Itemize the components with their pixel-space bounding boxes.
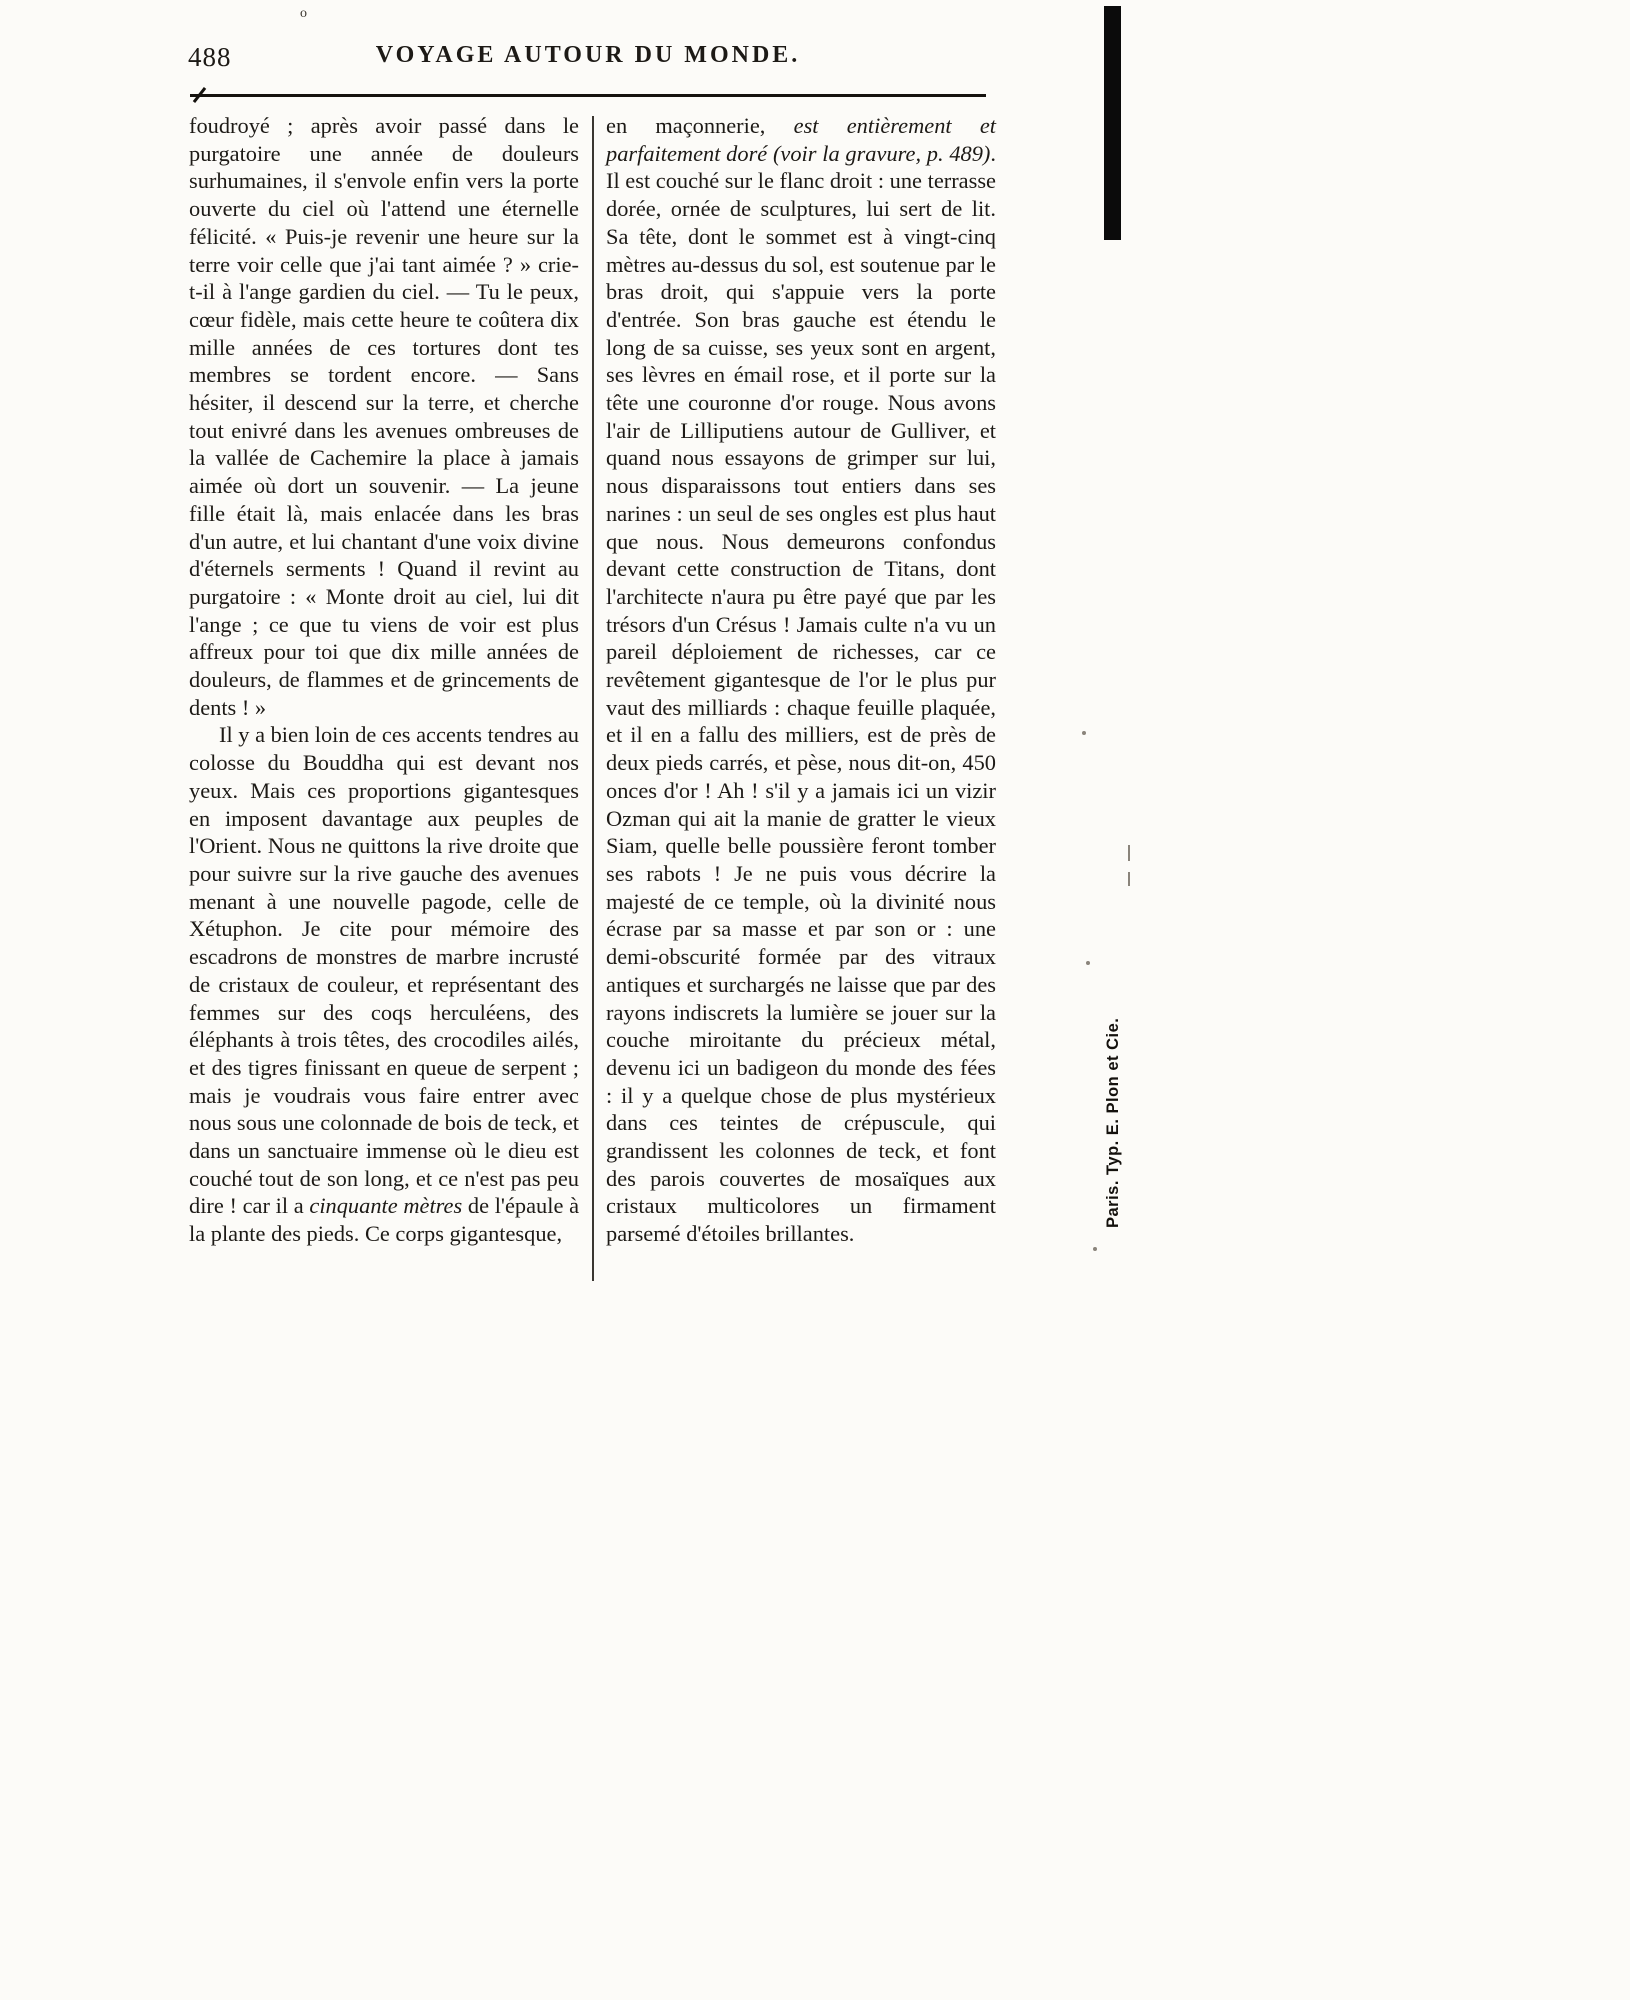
scan-speck	[1093, 1247, 1097, 1251]
text-run: foudroyé ; après avoir passé dans le purgatoire une année de douleurs surhumaines, il s'envole enfin vers la porte ouverte du ciel où l'attend une éternelle félicité. « Puis-je revenir une heure sur la terre voir celle que j'ai tant aimée ? » crie-t-il à l'ange gardien du ciel. — Tu le peux, cœur fidèle, mais cette heure te coûtera dix mille années de ces tortures dont tes membres se tordent encore. — Sans hésiter, il descend sur la terre, et cherche tout enivré dans les avenues ombreuses de la vallée de Cachemire la place à jamais aimée où dort un souvenir. — La jeune fille était là, mais enlacée dans les bras d'un autre, et lui chantant d'une voix divine d'éternels serments ! Quand il revint au purgatoire : « Monte droit au ciel, lui dit l'ange ; ce que tu viens de voir est plus affreux pour toi que dix mille années de douleurs, de flammes et de grincements de dents ! »	[189, 113, 579, 720]
scan-speck	[1082, 731, 1086, 735]
italic-run: cinquante mètres	[309, 1193, 463, 1219]
italic-run: est entièrement et parfaitement doré (voir la gravure, p. 489)	[606, 113, 996, 166]
text-run: . Il est couché sur le flanc droit : une terrasse dorée, ornée de sculptures, lui sert de lit. Sa tête, dont le sommet est à vingt-cinq mètres au-dessus du sol, est soutenue par le bras droit, qui s'appuie vers la porte d'entrée. Son bras gauche est étendu le long de sa cuisse, ses yeux sont en argent, ses lèvres en émail rose, et il porte sur la tête une couronne d'or rouge. Nous avons l'air de Lilliputiens autour de Gulliver, et quand nous essayons de grimper sur lui, nous disparaissons tout entiers dans ses narines : un seul de ses ongles est plus haut que nous. Nous demeurons confondus devant cette construction de Titans, dont l'architecte n'aura pu être payé que par les trésors d'un Crésus ! Jamais culte n'a vu un pareil déploiement de richesses, car ce revêtement gigantesque de l'or le plus pur vaut des milliards : chaque feuille plaquée, et il en a fallu des milliers, est de près de deux pieds carrés, et pèse, nous dit-on, 450 onces d'or ! Ah ! s'il y a jamais ici un vizir Ozman qui ait la manie de gratter le vieux Siam, quelle belle poussière feront tomber ses rabots ! Je ne puis vous décrire la majesté de ce temple, où la divinité nous écrase par sa masse et par son or : une demi-obscurité formée par des vitraux antiques et surchargés ne laisse que par des rayons indiscrets la lumière se jouer sur la couche miroitante du précieux métal, devenu ici un badigeon du monde des fées : il y a quelque chose de plus mystérieux dans ces teintes de crépuscule, qui grandissent les colonnes de teck, et font des parois couvertes de mosaïques aux cristaux multicolores un firmament parsemé d'étoiles brillantes.	[606, 140, 996, 1247]
page-number: 488	[188, 42, 232, 72]
text-run: en maçonnerie,	[606, 113, 794, 138]
scan-stray-mark: o	[300, 6, 307, 21]
scan-speck	[1086, 961, 1090, 965]
scan-speck	[1128, 845, 1130, 861]
text-run: de l'épaule à la plante des pieds. Ce corps gigantesque,	[189, 1193, 580, 1247]
paragraph	[189, 721, 579, 1247]
paragraph	[189, 112, 579, 721]
right-column	[606, 112, 996, 1248]
running-title: VOYAGE AUTOUR DU MONDE.	[375, 42, 801, 68]
scan-speck	[1128, 872, 1130, 886]
text-run: Il y a bien loin de ces accents tendres au colosse du Bouddha qui est devant nos yeux. Mais ces proportions gigantesques en imposent davantage aux peuples de l'Orient. Nous ne quittons la rive droite que pour suivre sur la rive gauche des avenues menant à une nouvelle pagode, celle de Xétuphon. Je cite pour mémoire des escadrons de monstres de marbre incrusté de cristaux de couleur, et représentant des femmes sur des coqs herculéens, des éléphants à trois têtes, des crocodiles ailés, et des tigres finissant en queue de serpent ; mais je voudrais vous faire entrer avec nous sous une colonnade de bois de teck, et dans un sanctuaire immense où le dieu est couché tout de son long, et ce n'est pas peu dire ! car il a	[189, 722, 579, 1219]
column-divider	[592, 116, 594, 1281]
printer-imprint: Paris. Typ. E. Plon et Cie.	[1104, 1017, 1122, 1228]
scan-edge-bar	[1104, 6, 1121, 240]
left-column	[189, 112, 579, 1248]
header-rule	[190, 94, 986, 97]
paragraph	[606, 112, 996, 1248]
